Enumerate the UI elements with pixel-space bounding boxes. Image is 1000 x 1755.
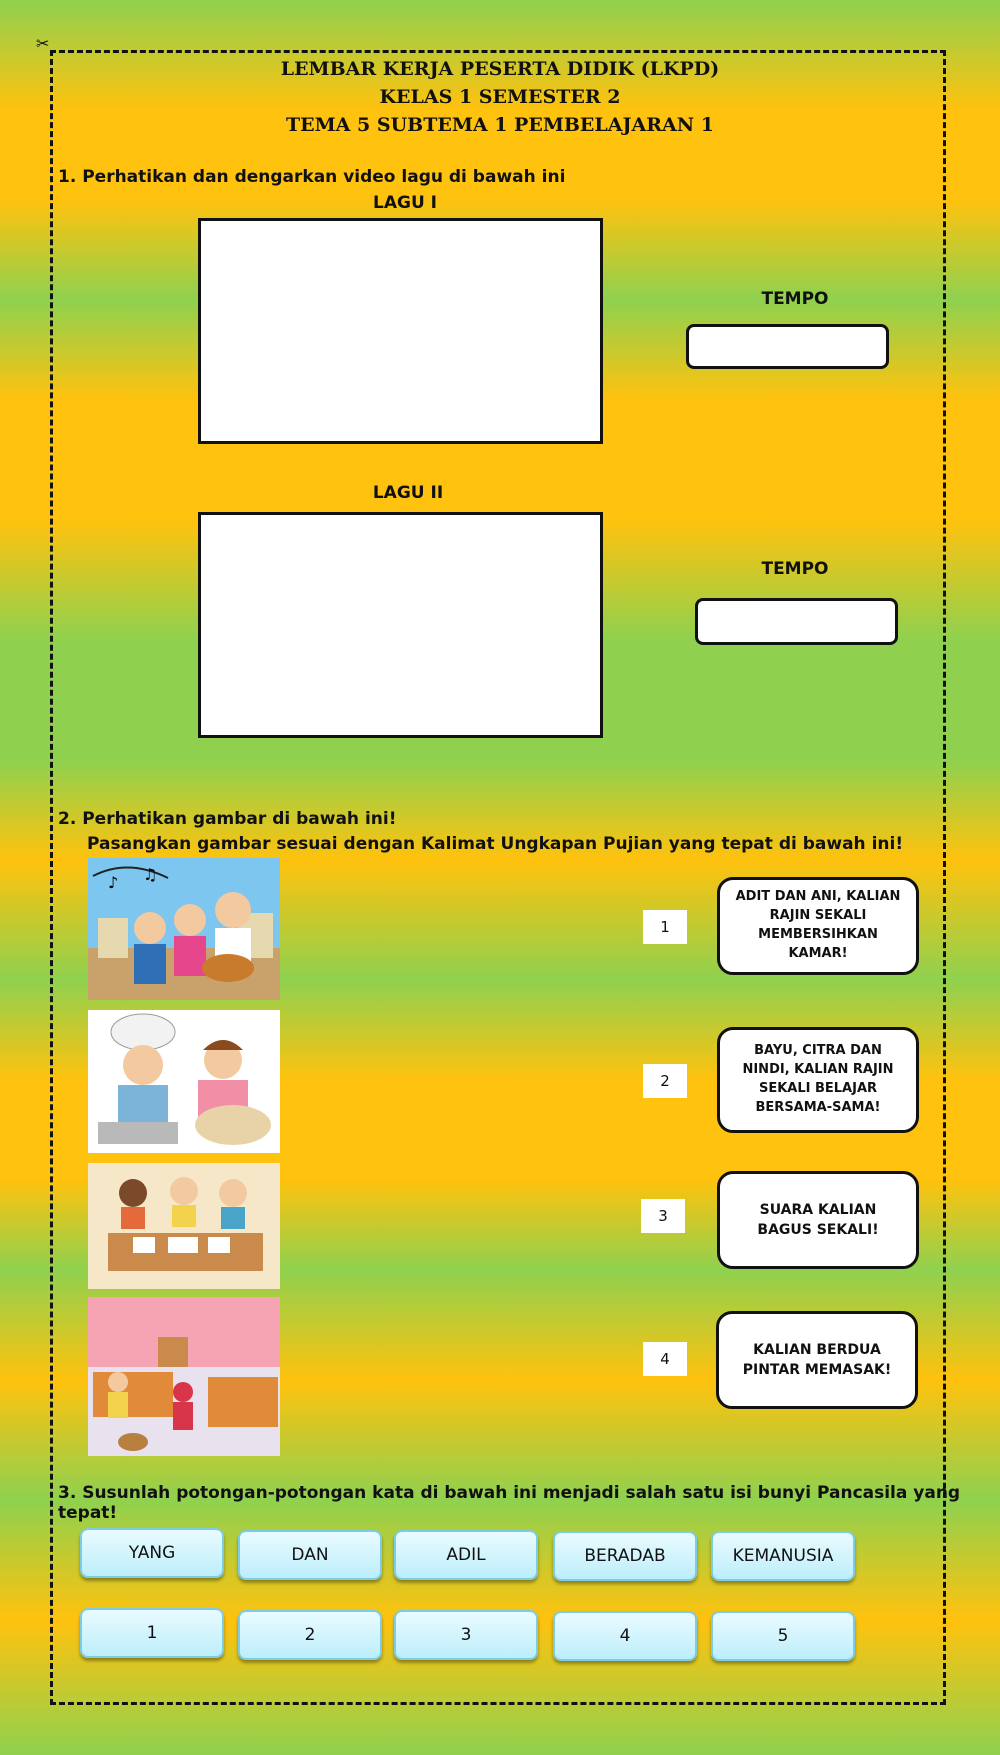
video-song-2[interactable] (198, 512, 603, 738)
answer-slot-5[interactable]: 5 (711, 1611, 855, 1661)
word-tile-dan[interactable]: DAN (238, 1530, 382, 1580)
number-tag-4: 4 (643, 1342, 687, 1376)
picture-cooking[interactable] (88, 1010, 280, 1153)
picture-studying[interactable] (88, 1163, 280, 1289)
song-1-label: LAGU I (373, 193, 437, 213)
tempo-input-1[interactable] (686, 324, 889, 369)
song-2-label: LAGU II (372, 483, 444, 503)
statement-card-4[interactable]: KALIAN BERDUA PINTAR MEMASAK! (716, 1311, 918, 1409)
tempo-label-1: TEMPO (761, 289, 829, 309)
question-2: 2. Perhatikan gambar di bawah ini! (58, 809, 397, 829)
svg-text:♫: ♫ (143, 865, 158, 884)
scissors-icon: ✂ (36, 34, 50, 53)
word-tile-beradab[interactable]: BERADAB (553, 1531, 697, 1581)
answer-slot-4[interactable]: 4 (553, 1611, 697, 1661)
worksheet-title: LEMBAR KERJA PESERTA DIDIK (LKPD) (280, 58, 720, 80)
tempo-input-2[interactable] (695, 598, 898, 645)
singing-illustration (88, 858, 280, 1000)
tempo-label-2: TEMPO (761, 559, 829, 579)
word-tile-yang[interactable]: YANG (80, 1528, 224, 1578)
word-tile-kemanusia[interactable]: KEMANUSIA (711, 1531, 855, 1581)
class-semester: KELAS 1 SEMESTER 2 (379, 86, 621, 108)
video-song-1[interactable] (198, 218, 603, 444)
studying-illustration (88, 1163, 280, 1289)
question-2-instruction: Pasangkan gambar sesuai dengan Kalimat Ungkapan Pujian yang tepat di bawah ini! (87, 834, 904, 854)
number-tag-2: 2 (643, 1064, 687, 1098)
question-1: 1. Perhatikan dan dengarkan video lagu di bawah ini (58, 167, 566, 187)
picture-cleaning-room[interactable] (88, 1297, 280, 1456)
answer-slot-1[interactable]: 1 (80, 1608, 224, 1658)
question-3: 3. Susunlah potongan-potongan kata di bawah ini menjadi salah satu isi bunyi Pancasila yang tepat! (58, 1483, 961, 1523)
cooking-illustration (88, 1010, 280, 1153)
statement-card-1[interactable]: ADIT DAN ANI, KALIAN RAJIN SEKALI MEMBERSIHKAN KAMAR! (717, 877, 919, 975)
word-tile-adil[interactable]: ADIL (394, 1530, 538, 1580)
picture-singing[interactable] (88, 858, 280, 1000)
number-tag-3: 3 (641, 1199, 685, 1233)
answer-slot-3[interactable]: 3 (394, 1610, 538, 1660)
statement-card-2[interactable]: BAYU, CITRA DAN NINDI, KALIAN RAJIN SEKALI BELAJAR BERSAMA-SAMA! (717, 1027, 919, 1133)
svg-text:♪: ♪ (108, 873, 119, 892)
cleaning-room-illustration (88, 1297, 280, 1456)
statement-card-3[interactable]: SUARA KALIAN BAGUS SEKALI! (717, 1171, 919, 1269)
answer-slot-2[interactable]: 2 (238, 1610, 382, 1660)
theme-subtheme: TEMA 5 SUBTEMA 1 PEMBELAJARAN 1 (286, 114, 714, 136)
number-tag-1: 1 (643, 910, 687, 944)
